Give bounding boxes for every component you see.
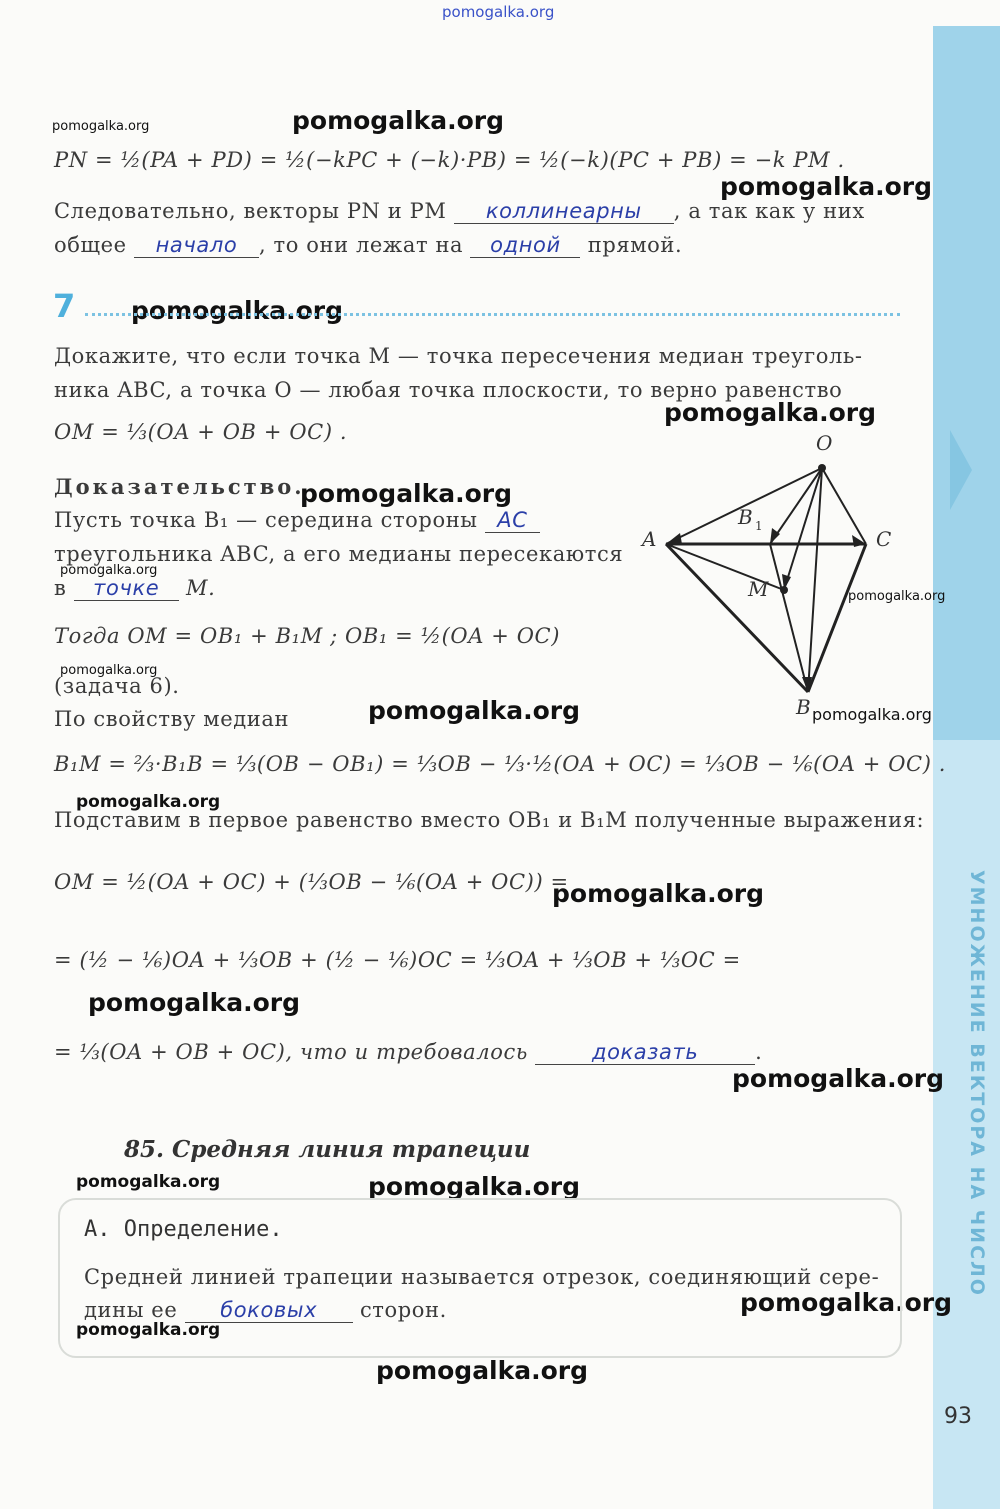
label-A: A [642, 527, 657, 551]
proof-line-8: Подставим в первое равенство вместо OB₁ и B₁M полученные выражения: [54, 808, 925, 832]
text: сторон. [359, 1298, 447, 1322]
watermark: pomogalka.org [52, 119, 150, 134]
watermark: pomogalka.org [812, 705, 932, 724]
fill-answer: коллинеарны [454, 199, 674, 224]
dotted-divider [85, 313, 900, 316]
watermark: pomogalka.org [740, 1288, 953, 1317]
definition-line-2 [84, 1298, 447, 1323]
text: . [755, 1040, 763, 1064]
chapter-title: УМНОЖЕНИЕ ВЕКТОРА НА ЧИСЛО [966, 870, 988, 1297]
text: общее [54, 233, 127, 257]
equation-pn: PN = ½(PA + PD) = ½(−kPC + (−k)·PB) = ½(−k)(PC + PB) = −k PM . [54, 148, 845, 172]
task-number: 7 [53, 287, 76, 325]
label-B: B [796, 695, 811, 719]
side-arrow [950, 430, 972, 510]
watermark: pomogalka.org [60, 663, 158, 678]
text: = ⅓(OA + OB + OC), что и требовалось [54, 1040, 528, 1064]
watermark: pomogalka.org [76, 792, 221, 812]
definition-title: А. Определение. [84, 1217, 283, 1242]
edge-OC [822, 468, 866, 544]
conclusion-line-2 [54, 233, 682, 258]
task-statement-formula: OM = ⅓(OA + OB + OC) . [54, 420, 348, 444]
watermark: pomogalka.org [720, 172, 933, 201]
watermark: pomogalka.org [732, 1064, 945, 1093]
label-B1-subscript: 1 [755, 519, 763, 533]
watermark: pomogalka.org [664, 398, 877, 427]
proof-line-6: По свойству медиан [54, 707, 290, 731]
task-statement-1: Докажите, что если точка M — точка пересечения медиан треуголь- [54, 344, 863, 368]
fill-answer: AC [485, 508, 540, 533]
watermark: pomogalka.org [368, 696, 581, 725]
watermark: pomogalka.org [552, 879, 765, 908]
tetrahedron-figure [630, 420, 930, 720]
proof-line-2: треугольника ABC, а его медианы пересекаются [54, 542, 624, 566]
fill-answer: боковых [185, 1298, 353, 1323]
text: Пусть точка B₁ — середина стороны [54, 508, 478, 532]
fill-answer: одной [470, 233, 580, 258]
watermark: pomogalka.org [376, 1356, 589, 1385]
text: дины ее [84, 1298, 178, 1322]
text: , то они лежат на [258, 233, 464, 257]
site-header[interactable]: pomogalka.org [442, 3, 555, 21]
proof-line-3 [54, 576, 215, 601]
watermark: pomogalka.org [76, 1172, 221, 1192]
proof-line-9: OM = ½(OA + OC) + (⅓OB − ⅙(OA + OC)) = [54, 870, 569, 894]
text: в [54, 576, 67, 600]
fill-answer: точке [74, 576, 179, 601]
proof-line-7: B₁M = ⅔·B₁B = ⅓(OB − OB₁) = ⅓OB − ⅓·½(OA + OC) = ⅓OB − ⅙(OA + OC) . [54, 752, 947, 776]
text: прямой. [587, 233, 683, 257]
arrow-head [666, 533, 682, 544]
proof-line-10: = (½ − ⅙)OA + ⅓OB + (½ − ⅙)OC = ⅓OA + ⅓OB + ⅓OC = [54, 948, 741, 972]
label-M: M [748, 577, 769, 601]
definition-line-1: Средней линией трапеции называется отрезок, соединяющий сере- [84, 1265, 880, 1289]
page-number: 93 [944, 1404, 972, 1429]
watermark: pomogalka.org [300, 479, 513, 508]
proof-line-4: Тогда OM = OB₁ + B₁M ; OB₁ = ½(OA + OC) [54, 624, 560, 648]
task-statement-2: ника ABC, а точка O — любая точка плоскости, то верно равенство [54, 378, 843, 402]
watermark: pomogalka.org [88, 988, 301, 1017]
watermark: pomogalka.org [292, 106, 505, 135]
proof-title: Доказательство. [54, 474, 305, 499]
proof-line-5: (задача 6). [54, 674, 180, 698]
text: , а так как у них [673, 199, 865, 223]
text: Следовательно, векторы PN и PM [54, 199, 447, 223]
proof-line-1 [54, 508, 540, 533]
median-B1B [770, 544, 808, 692]
point-O [818, 464, 826, 472]
fill-answer: доказать [535, 1040, 755, 1065]
watermark: pomogalka.org [848, 589, 946, 604]
label-O: O [816, 431, 833, 455]
fill-answer: начало [134, 233, 259, 258]
watermark: pomogalka.org [368, 1172, 581, 1201]
watermark: pomogalka.org [131, 296, 344, 325]
edge-AB [666, 544, 808, 692]
section-title: 85. Средняя линия трапеции [124, 1136, 531, 1163]
conclusion-line-1 [54, 199, 865, 224]
watermark: pomogalka.org [60, 563, 158, 578]
text: M. [186, 576, 216, 600]
label-C: C [876, 527, 892, 551]
watermark: pomogalka.org [76, 1320, 221, 1340]
label-B1: B [738, 505, 753, 529]
proof-line-11 [54, 1040, 762, 1065]
